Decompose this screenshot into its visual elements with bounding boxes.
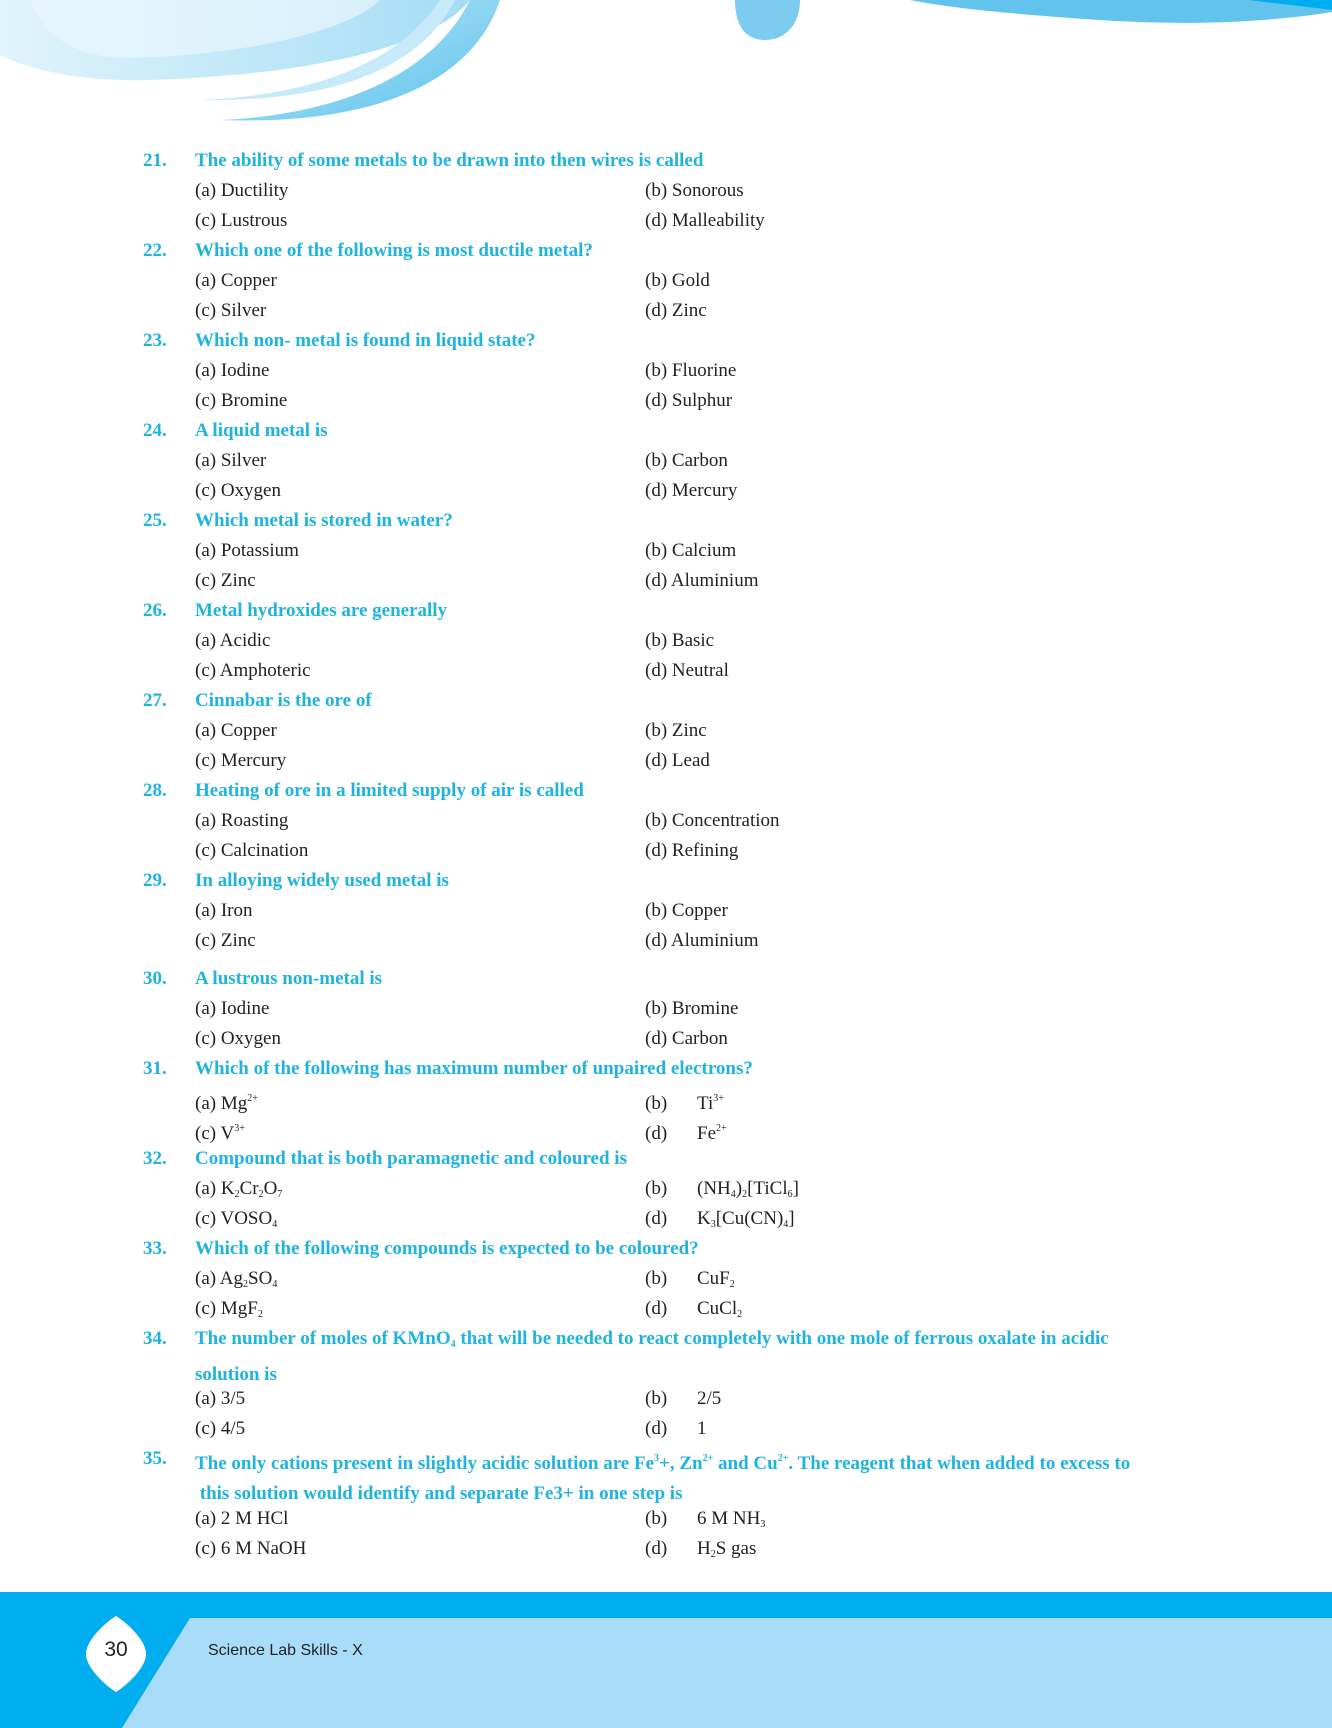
question-number: 34. — [143, 1328, 167, 1349]
question-text: Metal hydroxides are generally — [195, 600, 448, 621]
option-c: (c) Amphoteric — [195, 660, 311, 681]
option-a: (a) Iodine — [195, 998, 270, 1019]
question-text: Heating of ore in a limited supply of air is called — [195, 780, 584, 801]
option-b: (b) 6 M $NH_3$ — [645, 1508, 766, 1530]
option-d: (d) $K_3[Cu(CN)_4]$ — [645, 1208, 795, 1230]
option-b: (b) Zinc — [645, 720, 707, 741]
question-number: 31. — [143, 1058, 167, 1079]
question-text: Which of the following compounds is expected to be coloured? — [195, 1238, 699, 1259]
option-b: (b) Concentration — [645, 810, 780, 831]
option-c: (c) Oxygen — [195, 1028, 281, 1049]
option-a: (a) 3/5 — [195, 1388, 246, 1409]
option-b: (b) Carbon — [645, 450, 728, 471]
question-text: The ability of some metals to be drawn into then wires is called — [195, 150, 704, 171]
option-a: (a) Iron — [195, 900, 253, 921]
question-27 — [0, 686, 1332, 776]
option-a: (a) 2 M HCl — [195, 1508, 289, 1529]
option-b: (b) 2/5 — [645, 1388, 722, 1409]
option-b: (b) Basic — [645, 630, 715, 651]
option-d: (d) $H_2S$ gas — [645, 1538, 757, 1560]
page-number: 30 — [104, 1638, 128, 1661]
option-b: (b) Bromine — [645, 998, 739, 1019]
option-d: (d) Mercury — [645, 480, 738, 501]
option-c: (c) $VOSO_4$ — [195, 1208, 278, 1230]
question-number: 27. — [143, 690, 167, 711]
option-a: (a) Roasting — [195, 810, 289, 831]
top-wave-decoration — [0, 0, 1332, 140]
question-28 — [0, 776, 1332, 866]
option-d: (d) Malleability — [645, 210, 765, 231]
question-list — [0, 146, 1332, 1564]
option-d: (d) Refining — [645, 840, 739, 861]
question-number: 22. — [143, 240, 167, 261]
question-text: The only cations present in slightly acidic solution are $Fe^3+$, $Zn^{2+}$ and $Cu^{2+}$. The reagent that when added to excess to this solution would identify and separate Fe3+ in one step is — [195, 1453, 1131, 1504]
option-b: (b) Sonorous — [645, 180, 744, 201]
question-number: 24. — [143, 420, 167, 441]
option-d: (d) Aluminium — [645, 930, 759, 951]
option-a: (a) Silver — [195, 450, 267, 471]
option-d: (d) Sulphur — [645, 390, 733, 411]
question-number: 33. — [143, 1238, 167, 1259]
question-number: 25. — [143, 510, 167, 531]
option-d: (d) Aluminium — [645, 570, 759, 591]
option-c: (c) MgF$_2$ — [195, 1298, 263, 1320]
footer-title: Science Lab Skills - X — [208, 1642, 363, 1659]
option-c: (c) $V^{3+}$ — [195, 1123, 245, 1144]
question-32 — [0, 1144, 1332, 1234]
option-d: (d) Lead — [645, 750, 710, 771]
question-33 — [0, 1234, 1332, 1324]
question-text: Which one of the following is most ductile metal? — [195, 240, 593, 261]
option-b: (b) $Ti^{3+}$ — [645, 1093, 724, 1114]
option-a: (a) Copper — [195, 270, 277, 291]
option-c: (c) Zinc — [195, 570, 256, 591]
question-text: The number of moles of KMnO$_4$ that will be needed to react completely with one mole of ferrous oxalate in acidic solution is — [195, 1328, 1109, 1385]
question-23 — [0, 326, 1332, 416]
option-d: (d) $Fe^{2+}$ — [645, 1123, 727, 1144]
question-30 — [0, 964, 1332, 1054]
option-c: (c) Mercury — [195, 750, 287, 771]
question-number: 26. — [143, 600, 167, 621]
option-c: (c) Zinc — [195, 930, 256, 951]
question-number: 35. — [143, 1448, 167, 1469]
option-d: (d) Zinc — [645, 300, 707, 321]
option-a: (a) Ductility — [195, 180, 289, 201]
option-c: (c) 4/5 — [195, 1418, 246, 1439]
option-a: (a) Acidic — [195, 630, 271, 651]
option-c: (c) Oxygen — [195, 480, 281, 501]
option-b: (b) CuF$_2$ — [645, 1268, 735, 1290]
option-c: (c) Lustrous — [195, 210, 288, 231]
footer-band — [0, 1592, 1332, 1728]
question-text: Compound that is both paramagnetic and coloured is — [195, 1148, 627, 1169]
question-text: Cinnabar is the ore of — [195, 690, 372, 711]
option-d: (d) Neutral — [645, 660, 729, 681]
question-21 — [0, 146, 1332, 236]
option-a: (a) Iodine — [195, 360, 270, 381]
option-d: (d) Carbon — [645, 1028, 728, 1049]
question-number: 30. — [143, 968, 167, 989]
question-22 — [0, 236, 1332, 326]
question-26 — [0, 596, 1332, 686]
question-31 — [0, 1054, 1332, 1144]
question-29 — [0, 866, 1332, 956]
option-c: (c) Silver — [195, 300, 267, 321]
question-text: Which non- metal is found in liquid state? — [195, 330, 536, 351]
option-c: (c) Bromine — [195, 390, 288, 411]
option-a: (a) Potassium — [195, 540, 299, 561]
option-c: (c) 6 M NaOH — [195, 1538, 307, 1559]
option-a: (a) $Mg^{2+}$ — [195, 1093, 258, 1114]
question-text: A lustrous non-metal is — [195, 968, 383, 989]
question-number: 29. — [143, 870, 167, 891]
question-35 — [0, 1444, 1332, 1564]
option-d: (d) 1 — [645, 1418, 707, 1439]
option-b: (b) $(NH_4)_2[TiCl_6]$ — [645, 1178, 799, 1200]
option-b: (b) Copper — [645, 900, 728, 921]
option-a: (a) $K_2Cr_2O_7$ — [195, 1178, 283, 1200]
option-b: (b) Fluorine — [645, 360, 737, 381]
question-text: In alloying widely used metal is — [195, 870, 449, 891]
question-number: 23. — [143, 330, 167, 351]
question-text: Which metal is stored in water? — [195, 510, 453, 531]
option-c: (c) Calcination — [195, 840, 309, 861]
question-text: A liquid metal is — [195, 420, 328, 441]
option-a: (a) Copper — [195, 720, 277, 741]
option-b: (b) Calcium — [645, 540, 737, 561]
question-number: 21. — [143, 150, 167, 171]
option-a: (a) $Ag_2SO_4$ — [195, 1268, 278, 1290]
question-34 — [0, 1324, 1332, 1444]
question-number: 28. — [143, 780, 167, 801]
question-text: Which of the following has maximum number of unpaired electrons? — [195, 1058, 753, 1079]
question-number: 32. — [143, 1148, 167, 1169]
option-d: (d) CuCl$_2$ — [645, 1298, 743, 1320]
question-24 — [0, 416, 1332, 506]
question-25 — [0, 506, 1332, 596]
option-b: (b) Gold — [645, 270, 710, 291]
